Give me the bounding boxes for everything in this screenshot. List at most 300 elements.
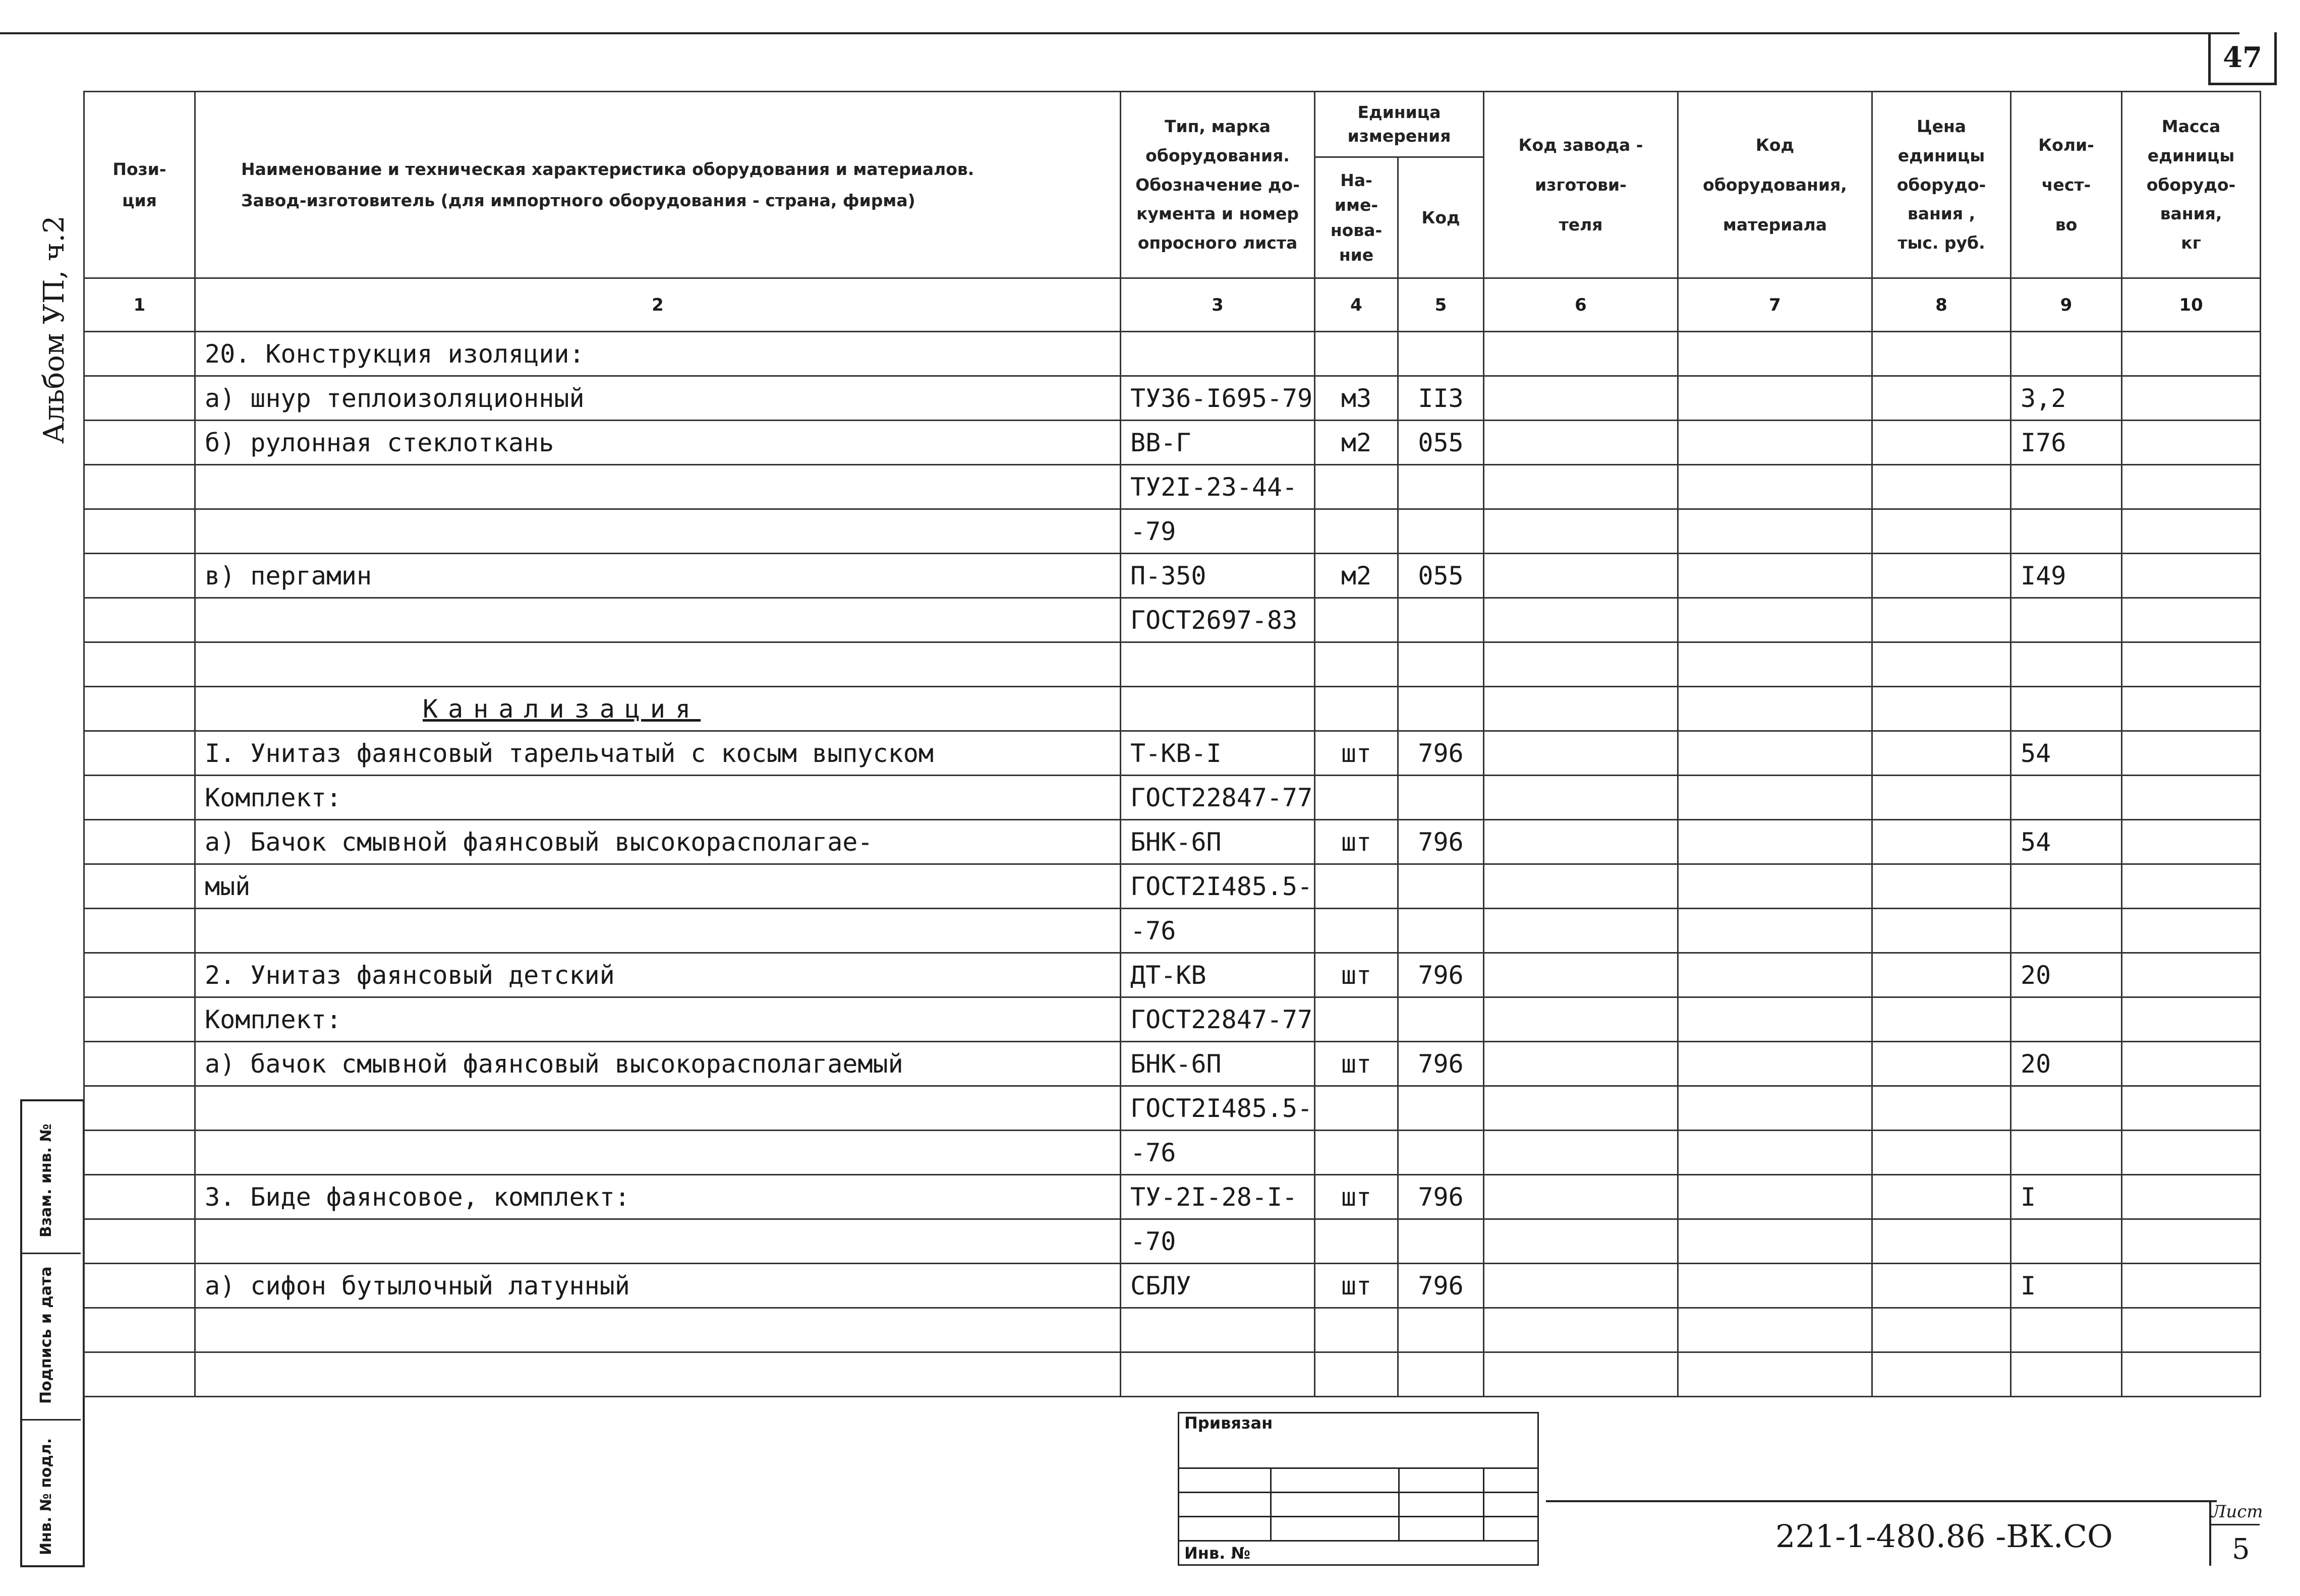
cell-position [84,731,195,776]
cell-type: ГОСТ22847-77 [1121,997,1315,1042]
cell-maker-code [1484,1264,1678,1308]
cell-mass [2122,421,2261,465]
cell-code [1398,1086,1484,1131]
cell-maker-code [1484,820,1678,864]
col-number: 8 [1872,278,2011,332]
header-position-line: Пози- [112,159,166,180]
table-row [84,332,2261,376]
table-row [84,909,2261,953]
cell-name [195,1219,1121,1264]
header-name-line: Наименование и техническая характеристика оборудования и материалов. [241,159,974,180]
cell-quantity [2011,642,2122,687]
cell-maker-code [1484,864,1678,909]
cell-position [84,376,195,421]
side-stamp [20,1099,85,1567]
header-unitname-line: ние [1339,245,1374,265]
header-type-line: Обозначение до- [1135,174,1300,195]
cell-code: 055 [1398,554,1484,598]
cell-mass [2122,1352,2261,1397]
cell-maker-code [1484,909,1678,953]
table-row [84,598,2261,642]
header-equipment-code [1678,92,1872,278]
cell-mass [2122,687,2261,731]
cell-price [1872,509,2011,554]
side-cell-replace [22,1101,81,1254]
side-cell-signature [22,1253,81,1421]
cell-quantity [2011,776,2122,820]
header-price-line: тыс. руб. [1898,233,1985,253]
cell-position [84,598,195,642]
cell-equipment-code [1678,1175,1872,1219]
cell-code [1398,1352,1484,1397]
table-row [84,1219,2261,1264]
cell-unit: шт [1315,1264,1398,1308]
cell-maker-code [1484,598,1678,642]
cell-mass [2122,731,2261,776]
cell-type [1121,332,1315,376]
cell-maker-code [1484,1219,1678,1264]
cell-type: -79 [1121,509,1315,554]
header-maker-line: Код завода - [1518,135,1643,155]
header-unit-line: измерения [1347,126,1451,146]
header-quantity [2011,92,2122,278]
cell-equipment-code [1678,687,1872,731]
header-unitname-line: На- [1340,170,1372,190]
header-maker-line: изготови- [1535,174,1627,195]
cell-equipment-code [1678,864,1872,909]
stamp-inventory: Инв. № [1179,1541,1538,1565]
cell-equipment-code [1678,1131,1872,1175]
cell-mass [2122,1042,2261,1086]
cell-price [1872,909,2011,953]
header-unitname-line: име- [1334,195,1378,215]
cell-unit [1315,1086,1398,1131]
cell-code: 796 [1398,953,1484,997]
cell-price [1872,687,2011,731]
cell-mass [2122,1131,2261,1175]
cell-position [84,687,195,731]
column-number-row [84,278,2261,332]
cell-price [1872,776,2011,820]
cell-name [195,465,1121,509]
cell-price [1872,598,2011,642]
cell-maker-code [1484,1042,1678,1086]
cell-mass [2122,465,2261,509]
cell-name: 3. Биде фаянсовое, комплект: [195,1175,1121,1219]
cell-type: ВВ-Г [1121,421,1315,465]
cell-price [1872,1264,2011,1308]
cell-quantity [2011,1086,2122,1131]
cell-code [1398,465,1484,509]
cell-name: 2. Унитаз фаянсовый детский [195,953,1121,997]
cell-code [1398,776,1484,820]
col-number: 3 [1121,278,1315,332]
cell-type: СБЛУ [1121,1264,1315,1308]
cell-maker-code [1484,1352,1678,1397]
cell-position [84,820,195,864]
table-row [84,687,2261,731]
cell-code [1398,642,1484,687]
cell-unit [1315,1308,1398,1352]
cell-price [1872,1086,2011,1131]
cell-maker-code [1484,465,1678,509]
cell-type: ГОСТ22847-77 [1121,776,1315,820]
cell-type: -70 [1121,1219,1315,1264]
cell-code: 796 [1398,731,1484,776]
table-row [84,554,2261,598]
cell-maker-code [1484,953,1678,997]
cell-maker-code [1484,642,1678,687]
cell-mass [2122,864,2261,909]
header-type-line: Тип, марка [1165,116,1271,137]
cell-mass [2122,1175,2261,1219]
cell-equipment-code [1678,997,1872,1042]
cell-equipment-code [1678,776,1872,820]
cell-maker-code [1484,1175,1678,1219]
sheet-divider [2209,1524,2260,1525]
table-row [84,642,2261,687]
cell-position [84,997,195,1042]
cell-position [84,554,195,598]
cell-unit [1315,1131,1398,1175]
cell-unit [1315,864,1398,909]
cell-position [84,642,195,687]
cell-quantity: 3,2 [2011,376,2122,421]
sheet-number: 5 [2232,1533,2250,1566]
cell-name [195,1131,1121,1175]
cell-position [84,1219,195,1264]
cell-position [84,776,195,820]
cell-unit [1315,687,1398,731]
cell-position [84,509,195,554]
side-cell-inventory [22,1419,81,1563]
cell-equipment-code [1678,820,1872,864]
cell-name: Комплект: [195,776,1121,820]
cell-unit: м3 [1315,376,1398,421]
cell-price [1872,1042,2011,1086]
cell-name: а) шнур теплоизоляционный [195,376,1121,421]
cell-name: Комплект: [195,997,1121,1042]
cell-name: Канализация [195,687,1121,731]
header-unit-code: Код [1398,157,1484,278]
header-position [84,92,195,278]
cell-position [84,421,195,465]
cell-quantity: 54 [2011,820,2122,864]
cell-quantity [2011,332,2122,376]
table-row [84,1264,2261,1308]
table-row [84,1042,2261,1086]
table-row [84,376,2261,421]
cell-equipment-code [1678,376,1872,421]
cell-type [1121,1308,1315,1352]
header-mass-line: оборудо- [2146,174,2236,195]
table-row [84,1175,2261,1219]
header-maker-line: теля [1559,215,1603,235]
cell-price [1872,1131,2011,1175]
cell-equipment-code [1678,731,1872,776]
cell-maker-code [1484,687,1678,731]
album-side-title: Альбом УП, ч.2 [38,215,71,444]
side-label-replace: Взам. инв. № [37,1124,55,1237]
header-maker-code [1484,92,1678,278]
cell-equipment-code [1678,642,1872,687]
header-mass-line: вания, [2160,204,2222,224]
cell-code [1398,332,1484,376]
cell-type: БНК-6П [1121,820,1315,864]
header-qty-line: Коли- [2038,135,2094,155]
table-row [84,953,2261,997]
cell-equipment-code [1678,509,1872,554]
header-mass-line: кг [2181,233,2201,253]
header-mass [2122,92,2261,278]
cell-price [1872,864,2011,909]
cell-price [1872,953,2011,997]
header-unit-group [1315,92,1484,157]
cell-mass [2122,1086,2261,1131]
header-price-line: вания , [1907,204,1976,224]
cell-code [1398,598,1484,642]
cell-quantity: 20 [2011,953,2122,997]
cell-type: ГОСТ2I485.5- [1121,864,1315,909]
cell-mass [2122,509,2261,554]
cell-position [84,332,195,376]
cell-equipment-code [1678,1219,1872,1264]
cell-equipment-code [1678,465,1872,509]
cell-unit: шт [1315,1042,1398,1086]
cell-quantity [2011,465,2122,509]
cell-price [1872,731,2011,776]
cell-unit: м2 [1315,554,1398,598]
cell-equipment-code [1678,1042,1872,1086]
cell-type: ТУ-2I-28-I- [1121,1175,1315,1219]
cell-code [1398,1308,1484,1352]
cell-position [84,1086,195,1131]
cell-code: 796 [1398,820,1484,864]
cell-unit: шт [1315,731,1398,776]
cell-mass [2122,776,2261,820]
cell-equipment-code [1678,554,1872,598]
cell-unit [1315,465,1398,509]
cell-mass [2122,1219,2261,1264]
document-code: 221-1-480.86 -ВК.СО [1775,1518,2113,1555]
header-price-line: единицы [1898,145,1985,165]
cell-code [1398,997,1484,1042]
cell-mass [2122,1308,2261,1352]
header-type-line: кумента и номер [1136,204,1299,224]
cell-price [1872,1308,2011,1352]
cell-name: мый [195,864,1121,909]
cell-quantity [2011,1219,2122,1264]
cell-name: в) пергамин [195,554,1121,598]
table-row [84,465,2261,509]
cell-maker-code [1484,509,1678,554]
side-label-inventory: Инв. № подл. [37,1438,55,1555]
cell-type [1121,1352,1315,1397]
cell-quantity [2011,1308,2122,1352]
side-label-signature: Подпись и дата [37,1266,55,1404]
cell-price [1872,465,2011,509]
cell-type: ТУ2I-23-44- [1121,465,1315,509]
header-price-line: Цена [1916,116,1967,137]
cell-maker-code [1484,1308,1678,1352]
cell-equipment-code [1678,909,1872,953]
cell-quantity [2011,909,2122,953]
cell-mass [2122,554,2261,598]
cell-name [195,642,1121,687]
cell-type: БНК-6П [1121,1042,1315,1086]
cell-maker-code [1484,731,1678,776]
cell-code: 055 [1398,421,1484,465]
cell-position [84,1042,195,1086]
cell-position [84,1131,195,1175]
header-price-line: оборудо- [1896,174,1986,195]
cell-maker-code [1484,421,1678,465]
cell-type: ТУ36-I695-79 [1121,376,1315,421]
col-number: 6 [1484,278,1678,332]
header-price [1872,92,2011,278]
cell-mass [2122,1264,2261,1308]
cell-equipment-code [1678,332,1872,376]
cell-name: б) рулонная стеклоткань [195,421,1121,465]
cell-quantity: I49 [2011,554,2122,598]
cell-quantity [2011,864,2122,909]
cell-quantity: I76 [2011,421,2122,465]
cell-equipment-code [1678,598,1872,642]
cell-code: 796 [1398,1042,1484,1086]
cell-type: Т-КВ-I [1121,731,1315,776]
cell-name: 20. Конструкция изоляции: [195,332,1121,376]
cell-code [1398,1219,1484,1264]
cell-unit: м2 [1315,421,1398,465]
cell-quantity [2011,598,2122,642]
cell-price [1872,1352,2011,1397]
cell-name [195,1352,1121,1397]
cell-mass [2122,953,2261,997]
cell-code: 796 [1398,1264,1484,1308]
cell-price [1872,997,2011,1042]
header-type [1121,92,1315,278]
col-number: 10 [2122,278,2261,332]
cell-quantity: I [2011,1264,2122,1308]
approval-stamp [1178,1412,1539,1566]
col-number: 9 [2011,278,2122,332]
cell-code: II3 [1398,376,1484,421]
cell-maker-code [1484,332,1678,376]
table-row [84,1086,2261,1131]
cell-maker-code [1484,997,1678,1042]
table-row [84,776,2261,820]
cell-price [1872,376,2011,421]
sheet-label: Лист [2212,1502,2263,1522]
table-row [84,820,2261,864]
table-row [84,421,2261,465]
cell-code [1398,509,1484,554]
table-row [84,1308,2261,1352]
cell-unit [1315,997,1398,1042]
cell-price [1872,554,2011,598]
header-unitname-line: нова- [1330,220,1383,240]
table-row [84,1352,2261,1397]
cell-maker-code [1484,376,1678,421]
cell-unit [1315,1352,1398,1397]
cell-mass [2122,820,2261,864]
col-number: 5 [1398,278,1484,332]
cell-quantity [2011,1131,2122,1175]
cell-unit [1315,332,1398,376]
cell-unit: шт [1315,820,1398,864]
page-number: 47 [2208,32,2277,85]
cell-maker-code [1484,1131,1678,1175]
cell-type: -76 [1121,1131,1315,1175]
cell-type: ДТ-КВ [1121,953,1315,997]
header-qty-line: во [2055,215,2078,235]
header-type-line: опросного листа [1137,233,1298,253]
cell-quantity [2011,997,2122,1042]
cell-mass [2122,642,2261,687]
stamp-privyazan: Привязан [1179,1413,1538,1468]
cell-unit: шт [1315,953,1398,997]
title-block-line [1546,1500,2217,1502]
cell-price [1872,421,2011,465]
cell-mass [2122,332,2261,376]
cell-equipment-code [1678,1308,1872,1352]
cell-name [195,1308,1121,1352]
header-type-line: оборудования. [1145,145,1290,165]
cell-position [84,1264,195,1308]
cell-quantity [2011,687,2122,731]
cell-type: П-350 [1121,554,1315,598]
cell-quantity: I [2011,1175,2122,1219]
cell-unit [1315,909,1398,953]
col-number: 7 [1678,278,1872,332]
cell-position [84,1308,195,1352]
header-equip-line: оборудования, [1703,174,1847,195]
cell-maker-code [1484,776,1678,820]
header-name-line: Завод-изготовитель (для импортного оборудования - страна, фирма) [241,190,915,210]
cell-mass [2122,909,2261,953]
cell-unit [1315,509,1398,554]
cell-code [1398,687,1484,731]
cell-price [1872,1175,2011,1219]
cell-type: ГОСТ2697-83 [1121,598,1315,642]
cell-equipment-code [1678,1086,1872,1131]
cell-name: а) Бачок смывной фаянсовый высокорасполагае- [195,820,1121,864]
cell-quantity [2011,1352,2122,1397]
cell-mass [2122,997,2261,1042]
table-row [84,1131,2261,1175]
cell-position [84,1352,195,1397]
cell-type: -76 [1121,909,1315,953]
cell-position [84,953,195,997]
cell-code [1398,864,1484,909]
cell-maker-code [1484,554,1678,598]
cell-maker-code [1484,1086,1678,1131]
header-equip-line: Код [1755,135,1795,155]
cell-name [195,1086,1121,1131]
cell-price [1872,332,2011,376]
header-unit-line: Единица [1357,102,1441,123]
col-number: 1 [84,278,195,332]
cell-type [1121,642,1315,687]
cell-code [1398,1131,1484,1175]
cell-position [84,864,195,909]
header-mass-line: Масса [2161,116,2221,137]
cell-position [84,465,195,509]
table-row [84,731,2261,776]
cell-quantity: 20 [2011,1042,2122,1086]
col-number: 4 [1315,278,1398,332]
cell-unit [1315,642,1398,687]
